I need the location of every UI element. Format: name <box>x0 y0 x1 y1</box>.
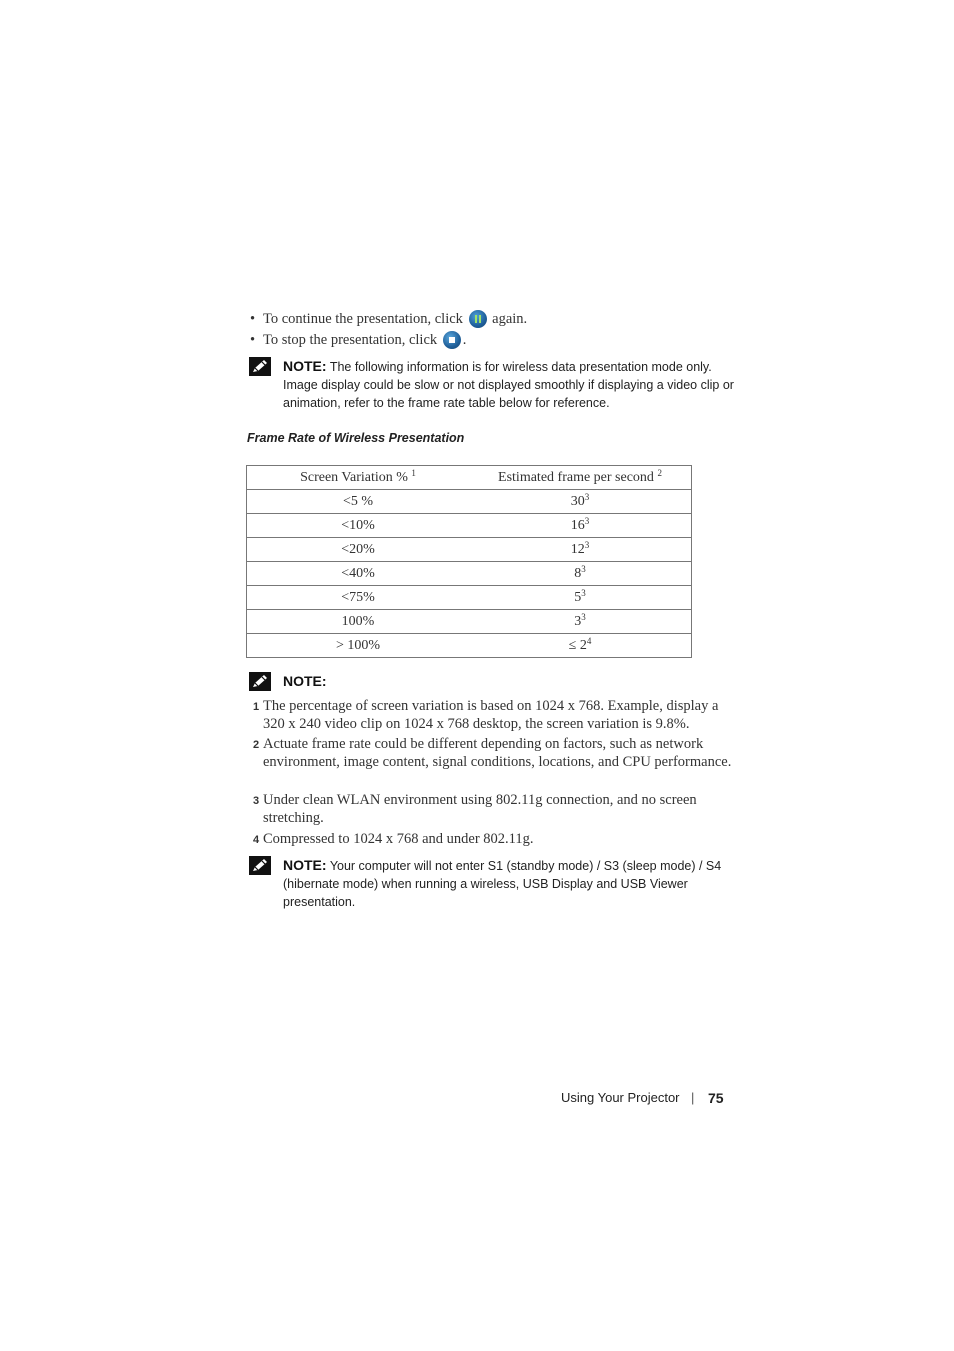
note-3-text: Your computer will not enter S1 (standby mode) / S3 (sleep mode) / S4 (hibernate mode) when running a wireless, USB Display and USB Viewer presentation. <box>283 859 722 909</box>
note-1-text: The following information is for wireless data presentation mode only. Image display could be slow or not displayed smoothly if displaying a video clip or animation, refer to the frame rate table below for reference. <box>283 360 734 410</box>
bullet-dot: • <box>250 311 256 327</box>
table-row <box>247 634 692 658</box>
footnote-2 <box>253 735 733 770</box>
footnote-number: 1 <box>253 701 260 713</box>
table-row <box>247 586 692 610</box>
header-screen-variation: Screen Variation % $^1$ <box>247 466 470 490</box>
footnote-text: Compressed to 1024 x 768 and under 802.11g. <box>263 831 534 847</box>
footnote-text: Under clean WLAN environment using 802.11g connection, and no screen stretching. <box>263 792 697 826</box>
footer-section-title: Using Your Projector <box>561 1090 680 1105</box>
table-row <box>247 514 692 538</box>
cell-variation: <5 % <box>247 490 470 514</box>
cell-variation: > 100% <box>247 634 470 658</box>
cell-variation: <20% <box>247 538 470 562</box>
table-caption: Frame Rate of Wireless Presentation <box>247 431 465 445</box>
bullet-dot: • <box>250 332 256 348</box>
bullet-stop-after: . <box>462 332 467 348</box>
note-1-label: NOTE: <box>283 358 327 374</box>
note-3 <box>283 856 733 911</box>
cell-fps: $8^3$ <box>469 562 692 586</box>
bullet-stop <box>250 331 466 349</box>
cell-variation: <40% <box>247 562 470 586</box>
note-1 <box>283 357 743 412</box>
page-number: 75 <box>708 1090 724 1106</box>
cell-fps: $12^3$ <box>469 538 692 562</box>
cell-fps: $16^3$ <box>469 514 692 538</box>
footnote-text: Actuate frame rate could be different depending on factors, such as network environment, image content, signal conditions, locations, and CPU performance. <box>263 736 732 770</box>
note-2 <box>283 672 743 691</box>
footnote-text: The percentage of screen variation is based on 1024 x 768. Example, display a 320 x 240 video clip on 1024 x 768 desktop, the screen variation is 9.8%. <box>263 698 719 732</box>
cell-fps: $3^3$ <box>469 610 692 634</box>
note-3-label: NOTE: <box>283 857 327 873</box>
cell-variation: <75% <box>247 586 470 610</box>
table-header-row <box>247 466 692 490</box>
footnote-number: 4 <box>253 834 260 846</box>
note-2-label: NOTE: <box>283 673 327 689</box>
header-estimated-fps: Estimated frame per second $^2$ <box>469 466 692 490</box>
table-row <box>247 538 692 562</box>
cell-fps: $5^3$ <box>469 586 692 610</box>
bullet-continue-after: again. <box>488 311 528 327</box>
cell-variation: <10% <box>247 514 470 538</box>
cell-fps: $30^3$ <box>469 490 692 514</box>
note-pencil-icon <box>249 357 271 376</box>
table-row <box>247 610 692 634</box>
bullet-continue <box>250 310 527 328</box>
footer-separator: | <box>691 1090 695 1105</box>
footnote-4 <box>253 830 733 849</box>
cell-variation: 100% <box>247 610 470 634</box>
table-row <box>247 562 692 586</box>
footnote-number: 2 <box>253 739 260 751</box>
bullet-stop-text: To stop the presentation, click <box>263 332 441 348</box>
bullet-continue-text: To continue the presentation, click <box>263 311 467 327</box>
note-pencil-icon <box>249 856 271 875</box>
footnote-number: 3 <box>253 795 260 807</box>
cell-fps: ≤ $2^4$ <box>469 634 692 658</box>
frame-rate-table <box>246 465 692 658</box>
footnote-3 <box>253 791 733 826</box>
stop-presentation-icon <box>443 331 461 349</box>
table-row <box>247 490 692 514</box>
note-pencil-icon <box>249 672 271 691</box>
footnote-1 <box>253 697 733 732</box>
continue-presentation-icon <box>469 310 487 328</box>
